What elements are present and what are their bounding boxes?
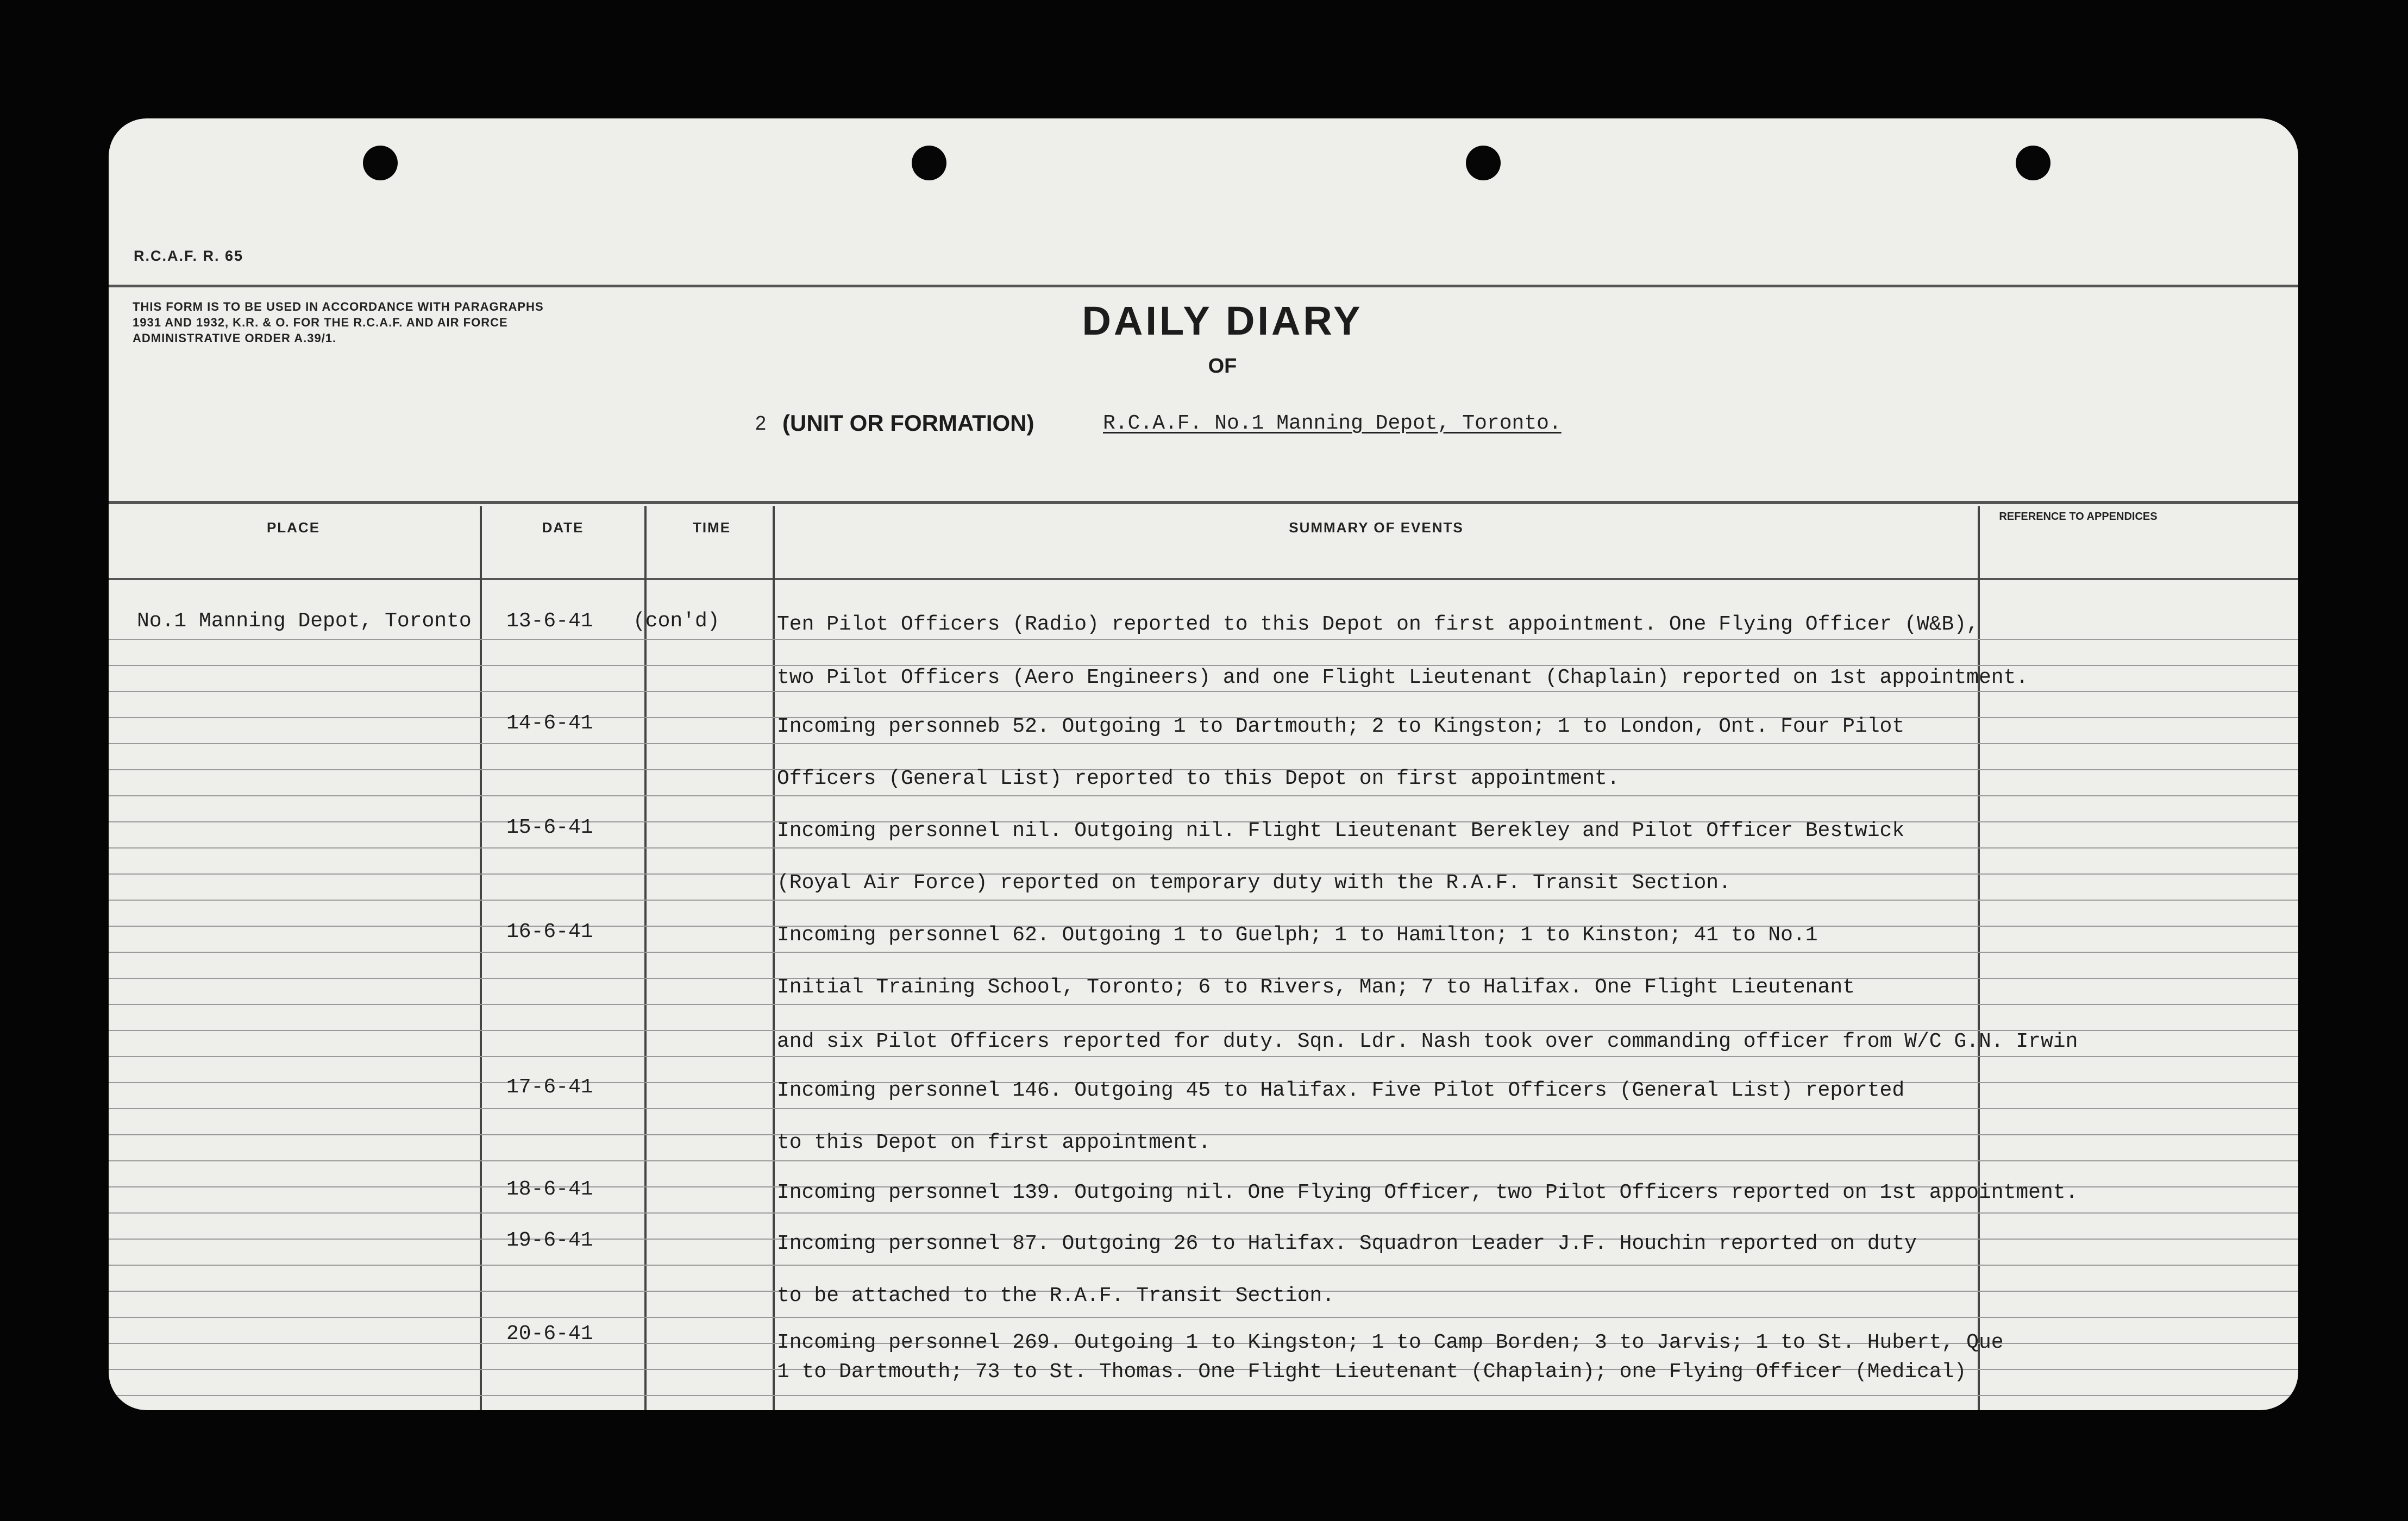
entry-line: to this Depot on first appointment. (777, 1131, 1211, 1154)
ruled-line (109, 847, 2298, 849)
entry-place: No.1 Manning Depot, Toronto (137, 609, 472, 633)
column-header-place: PLACE (266, 519, 321, 536)
entry-line: two Pilot Officers (Aero Engineers) and one Flight Lieutenant (Chaplain) reported on 1st appointment. (777, 666, 2029, 689)
ruled-line (109, 1004, 2298, 1005)
ruled-line (109, 795, 2298, 796)
column-divider (1978, 506, 1980, 1410)
entry-date: 19-6-41 (506, 1229, 593, 1252)
unit-label: (UNIT OR FORMATION) (782, 410, 1034, 436)
ruled-line (109, 691, 2298, 692)
punch-hole (363, 146, 398, 180)
entry-date: 18-6-41 (506, 1178, 593, 1201)
column-header-date: DATE (542, 519, 584, 536)
entry-line: Incoming personnel 62. Outgoing 1 to Guelph; 1 to Hamilton; 1 to Kinston; 41 to No.1 (777, 923, 1818, 947)
unit-value: R.C.A.F. No.1 Manning Depot, Toronto. (1103, 412, 1562, 435)
ruled-line (109, 1317, 2298, 1318)
header-rule (109, 285, 2298, 287)
entry-line: Officers (General List) reported to this Depot on first appointment. (777, 767, 1620, 790)
table-top-rule (109, 501, 2298, 504)
entry-line: Incoming personnel 139. Outgoing nil. One Flying Officer, two Pilot Officers reported on 1st appointment. (777, 1181, 2078, 1204)
ruled-line (109, 1212, 2298, 1214)
ruled-line (109, 900, 2298, 901)
table-header-rule (109, 578, 2298, 580)
entry-line: Initial Training School, Toronto; 6 to Rivers, Man; 7 to Halifax. One Flight Lieutenant (777, 976, 1855, 999)
column-divider (480, 506, 482, 1410)
entry-date: 16-6-41 (506, 920, 593, 944)
entry-line: Incoming personnel 87. Outgoing 26 to Halifax. Squadron Leader J.F. Houchin reported on duty (777, 1232, 1917, 1255)
entry-date: 20-6-41 (506, 1322, 593, 1346)
punch-hole (1466, 146, 1501, 180)
entry-line: Incoming personnel nil. Outgoing nil. Flight Lieutenant Berekley and Pilot Officer Bestwick (777, 819, 1905, 843)
column-header-summary: SUMMARY OF EVENTS (1289, 519, 1464, 536)
ruled-line (109, 1160, 2298, 1161)
diary-card (109, 118, 2298, 1410)
entry-date: 15-6-41 (506, 816, 593, 839)
ruled-line (109, 743, 2298, 744)
entry-date: 13-6-41 (506, 609, 593, 633)
ruled-line (109, 1395, 2298, 1396)
punch-hole (912, 146, 946, 180)
entry-line: (Royal Air Force) reported on temporary duty with the R.A.F. Transit Section. (777, 871, 1731, 895)
form-instructions: THIS FORM IS TO BE USED IN ACCORDANCE WITH PARAGRAPHS 1931 AND 1932, K.R. & O. FOR THE R.C.A.F. AND AIR FORCE ADMINISTRATIVE ORDER A.39/1. (133, 300, 544, 345)
entry-date: 17-6-41 (506, 1076, 593, 1099)
entry-line: Incoming personnel 146. Outgoing 45 to Halifax. Five Pilot Officers (General List) reported (777, 1079, 1905, 1102)
column-divider (773, 506, 775, 1410)
ruled-line (109, 1108, 2298, 1109)
ruled-line (109, 952, 2298, 953)
punch-hole (2016, 146, 2050, 180)
entry-line: and six Pilot Officers reported for duty. Sqn. Ldr. Nash took over commanding officer from W/C G.N. Irwin (777, 1030, 2078, 1053)
entry-line: Incoming personneb 52. Outgoing 1 to Dartmouth; 2 to Kingston; 1 to London, Ont. Four Pilot (777, 715, 1905, 738)
ruled-line (109, 1265, 2298, 1266)
column-header-time: TIME (692, 519, 731, 536)
unit-number: 2 (755, 412, 767, 434)
entry-line: Incoming personnel 269. Outgoing 1 to Kingston; 1 to Camp Borden; 3 to Jarvis; 1 to St. Hubert, Que (777, 1331, 2004, 1354)
entry-line: Ten Pilot Officers (Radio) reported to this Depot on first appointment. One Flying Officer (W&B), (777, 613, 1979, 636)
page-title: DAILY DIARY (1082, 298, 1363, 343)
column-header-reference: REFERENCE TO APPENDICES (1999, 511, 2158, 523)
column-divider (644, 506, 647, 1410)
ruled-line (109, 1056, 2298, 1057)
entry-line: to be attached to the R.A.F. Transit Section. (777, 1284, 1335, 1308)
entry-date: 14-6-41 (506, 712, 593, 735)
entry-time: (con'd) (633, 609, 720, 633)
entry-line: 1 to Dartmouth; 73 to St. Thomas. One Flight Lieutenant (Chaplain); one Flying Officer (Medical) (777, 1360, 1967, 1384)
ruled-line (109, 639, 2298, 640)
title-of: OF (1208, 355, 1237, 378)
form-number: R.C.A.F. R. 65 (134, 248, 244, 264)
